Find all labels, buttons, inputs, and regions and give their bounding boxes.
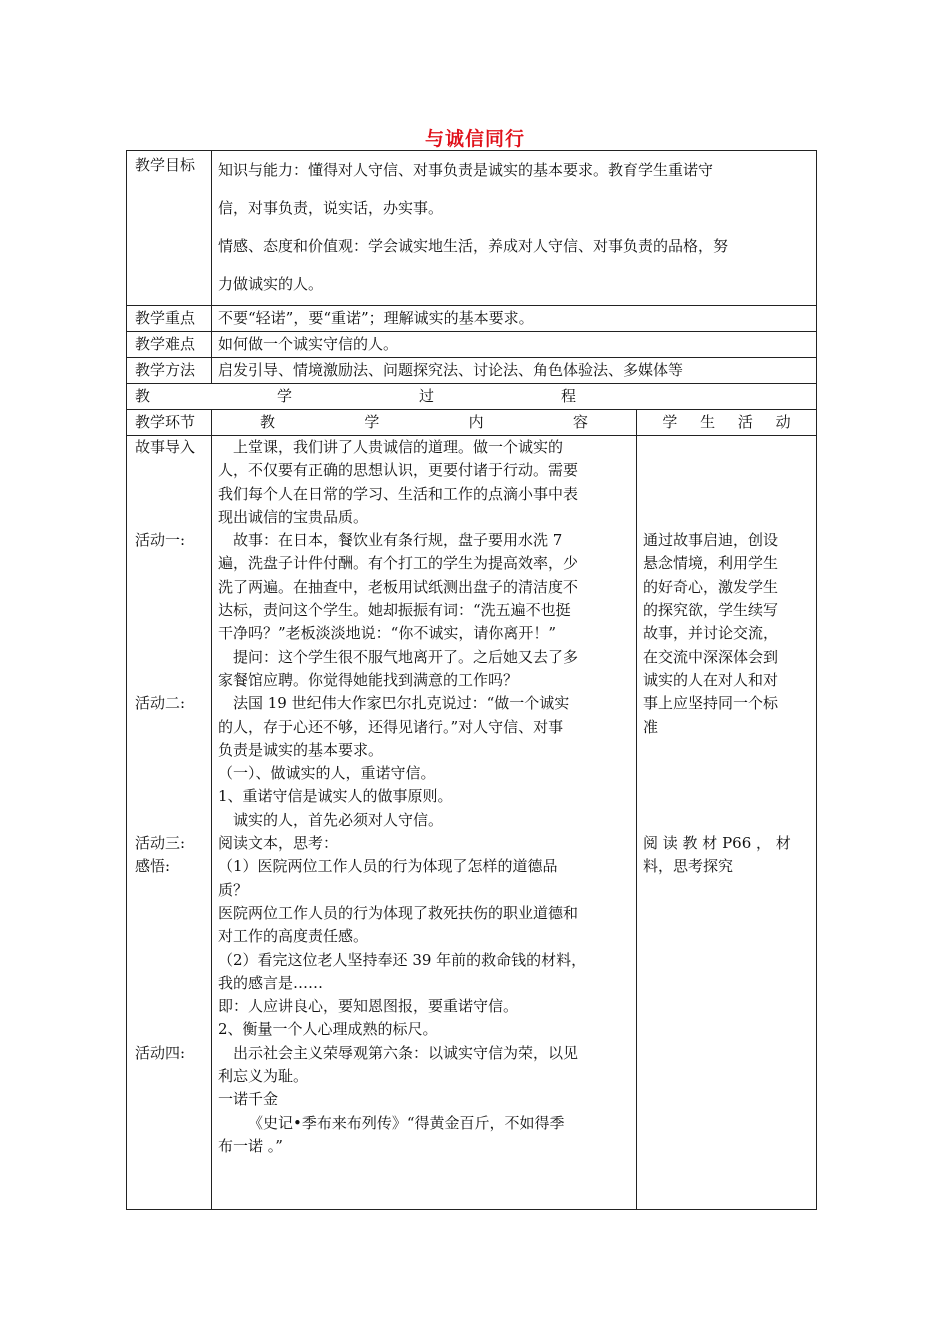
- content-column-header: 教 学 内 容: [212, 410, 637, 436]
- content-line: 质？: [218, 880, 249, 899]
- goals-line: 知识与能力：懂得对人守信、对事负责是诚实的基本要求。教育学生重诺守: [218, 161, 714, 179]
- activity-column: [637, 436, 817, 1210]
- key-points-text: 不要“轻诺”，要“重诺”；理解诚实的基本要求。: [212, 306, 817, 332]
- goals-line: 力做诚实的人。: [218, 275, 324, 293]
- content-line: （1）医院两位工作人员的行为体现了怎样的道德品: [218, 857, 558, 876]
- content-line: 布一诺 。”: [218, 1136, 283, 1155]
- content-line: 对工作的高度责任感。: [218, 927, 369, 946]
- methods-label: 教学方法: [127, 358, 212, 384]
- activity-line: 的探究欲，学生续写: [643, 601, 779, 620]
- content-line: 洗了两遍。在抽查中，老板用试纸测出盘子的清洁度不: [218, 577, 579, 596]
- process-header-text: 教 学 过 程: [135, 387, 577, 405]
- goals-label: 教学目标: [127, 151, 212, 306]
- activity-line: 通过故事启迪，创设: [643, 531, 779, 550]
- content-line: 故事：在日本，餐饮业有条行规，盘子要用水洗 7: [233, 531, 563, 550]
- content-line: 我的感言是……: [218, 973, 324, 992]
- content-line: 诚实的人，首先必须对人守信。: [233, 810, 444, 829]
- content-line: 一诺千金: [218, 1090, 279, 1109]
- goals-line: 情感、态度和价值观：学会诚实地生活，养成对人守信、对事负责的品格，努: [218, 237, 729, 255]
- key-points-row: [127, 306, 817, 332]
- content-line: 我们每个人在日常的学习、生活和工作的点滴小事中表: [218, 484, 579, 503]
- content-line: 现出诚信的宝贵品质。: [218, 507, 369, 526]
- content-line: 法国 19 世纪伟大作家巴尔扎克说过：“做一个诚实: [233, 694, 570, 713]
- process-header-row: [127, 384, 817, 410]
- stage-label: 活动四:: [135, 1043, 186, 1062]
- stage-label: 故事导入: [135, 438, 196, 456]
- content-line: 1、重诺守信是诚实人的做事原则。: [218, 787, 453, 806]
- content-line: 提问：这个学生很不服气地离开了。之后她又去了多: [233, 647, 579, 666]
- content-line: 的人，存于心还不够，还得见诸行。”对人守信、对事: [218, 717, 564, 736]
- content-line: （2）看完这位老人坚持奉还 39 年前的救命钱的材料，: [218, 950, 587, 969]
- content-line: 达标，责问这个学生。她却振振有词：“洗五遍不也挺: [218, 601, 571, 620]
- stage-label: 感悟:: [135, 857, 171, 876]
- activity-line: 的好奇心，激发学生: [643, 577, 779, 596]
- key-points-label: 教学重点: [127, 306, 212, 332]
- content-line: 《史记•季布来布列传》“得黄金百斤，不如得季: [248, 1113, 565, 1132]
- activity-line: 事上应坚持同一个标: [643, 694, 779, 713]
- activity-line: 在交流中深深体会到: [643, 647, 779, 666]
- activity-line: 阅 读 教 材 P66 ， 材: [643, 834, 791, 853]
- stage-label: 活动一:: [135, 531, 186, 550]
- activity-column-header: 学 生 活 动: [637, 410, 817, 436]
- column-header-row: [127, 410, 817, 436]
- difficulties-row: [127, 332, 817, 358]
- content-line: 2、衡量一个人心理成熟的标尺。: [218, 1020, 438, 1039]
- content-column: [212, 436, 637, 1210]
- methods-text: 启发引导、情境激励法、问题探究法、讨论法、角色体验法、多媒体等: [212, 358, 817, 384]
- content-line: 遍，洗盘子计件付酬。有个打工的学生为提高效率，少: [218, 554, 579, 573]
- content-line: 即：人应讲良心，要知恩图报，要重诺守信。: [218, 997, 519, 1016]
- goals-row: [127, 151, 817, 306]
- methods-row: [127, 358, 817, 384]
- document-title: 与诚信同行: [424, 128, 525, 150]
- stage-column-header: 教学环节: [127, 410, 212, 436]
- difficulties-text: 如何做一个诚实守信的人。: [212, 332, 817, 358]
- activity-line: 诚实的人在对人和对: [643, 670, 779, 689]
- goals-line: 信，对事负责，说实话，办实事。: [218, 199, 444, 217]
- content-line: 医院两位工作人员的行为体现了救死扶伤的职业道德和: [218, 903, 579, 922]
- stage-column: [127, 436, 212, 1210]
- activity-line: 悬念情境，利用学生: [643, 554, 779, 573]
- difficulties-label: 教学难点: [127, 332, 212, 358]
- stage-label: 活动二:: [135, 694, 186, 713]
- content-line: 家餐馆应聘。你觉得她能找到满意的工作吗？: [218, 670, 519, 689]
- stage-label: 活动三:: [135, 834, 186, 853]
- content-line: （一）、做诚实的人，重诺守信。: [218, 764, 436, 783]
- goals-content: [212, 151, 817, 306]
- content-line: 人，不仅要有正确的思想认识，更要付诸于行动。需要: [218, 461, 579, 480]
- activity-line: 料，思考探究: [643, 857, 734, 876]
- content-line: 上堂课，我们讲了人贵诚信的道理。做一个诚实的: [233, 438, 564, 456]
- lesson-plan-table: [126, 150, 817, 1210]
- process-body-row: [127, 436, 817, 1210]
- content-line: 负责是诚实的基本要求。: [218, 740, 384, 759]
- content-line: 出示社会主义荣辱观第六条：以诚实守信为荣，以见: [233, 1043, 579, 1062]
- activity-line: 准: [643, 717, 659, 736]
- content-line: 干净吗？”老板淡淡地说：“你不诚实，请你离开！”: [218, 624, 557, 643]
- process-header: [127, 384, 817, 410]
- content-line: 利忘义为耻。: [218, 1067, 309, 1086]
- activity-line: 故事，并讨论交流，: [643, 624, 779, 643]
- content-line: 阅读文本，思考：: [218, 834, 339, 853]
